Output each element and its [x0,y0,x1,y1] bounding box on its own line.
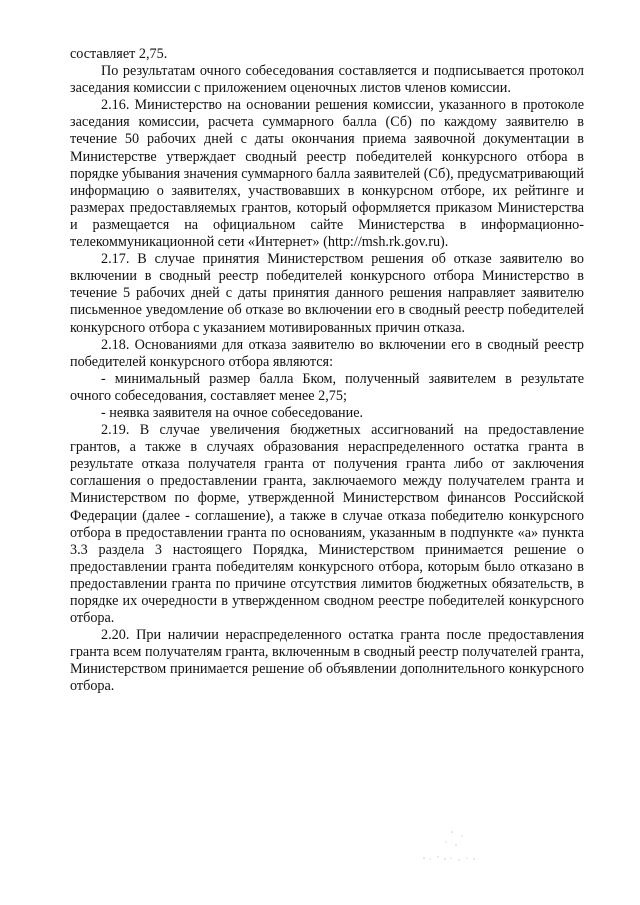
paragraph-2-17: 2.17. В случае принятия Министерством решения об отказе заявителю во включении в сводный реестр победителей конкурсного отбора Министерство в течение 5 рабочих дней с даты принятия данного решения направляет заявителю письменное уведомление об отказе во включении его в сводный реестр победителей конкурсного отбора с указанием мотивированных причин отказа. [70,251,584,336]
paragraph-continuation: составляет 2,75. [70,46,168,62]
scan-artifact [418,828,488,868]
paragraph-protocol: По результатам очного собеседования составляется и подписывается протокол заседания комиссии с приложением оценочных листов членов комиссии. [70,63,584,97]
paragraph-2-20: 2.20. При наличии нераспределенного остатка гранта после предоставления гранта всем получателям гранта, включенным в сводный реестр получателей гранта, Министерством принимается решение об объявлении дополнительного конкурсного отбора. [70,627,584,695]
list-item-min-score: - минимальный размер балла Бком, полученный заявителем в результате очного собеседования, составляет менее 2,75; [70,370,584,404]
paragraph-2-16: 2.16. Министерство на основании решения комиссии, указанного в протоколе заседания комиссии, расчета суммарного балла (Сб) по каждому заявителю в течение 50 рабочих дней с даты окончания приема заявочной документации в Министерстве утверждает сводный реестр победителей конкурсного отбора в порядке убывания значения суммарного балла заявителей (Сб), предусматривающий информацию о заявителях, участвовавших в конкурсном отборе, их рейтинге и размерах предоставляемых грантов, который оформляется приказом Министерства и размещается на официальном сайте Министерства в информационно-телекоммуникационной сети «Интернет» (http://msh.rk.gov.ru). [70,97,584,251]
list-item-no-show: - неявка заявителя на очное собеседование. [101,404,364,421]
paragraph-2-18: 2.18. Основаниями для отказа заявителю во включении его в сводный реестр победителей конкурсного отбора являются: [70,336,584,370]
document-body [70,46,584,696]
paragraph-2-19: 2.19. В случае увеличения бюджетных ассигнований на предоставление грантов, а также в случаях образования нераспределенного остатка гранта в результате отказа получателя гранта от получения гранта либо от заключения соглашения о предоставлении гранта, заключаемого между получателем гранта и Министерством по форме, утвержденной Министерством финансов Российской Федерации (далее - соглашение), а также в случае отказа победителю конкурсного отбора в предоставлении гранта по основаниям, указанным в подпункте «а» пункта 3.3 раздела 3 настоящего Порядка, Министерством принимается решение о предоставлении гранта победителям конкурсного отбора, которым было отказано в предоставлении гранта по причине отсутствия лимитов бюджетных обязательств, в порядке их очередности в утвержденном сводном реестре победителей конкурсного отбора. [70,422,584,627]
